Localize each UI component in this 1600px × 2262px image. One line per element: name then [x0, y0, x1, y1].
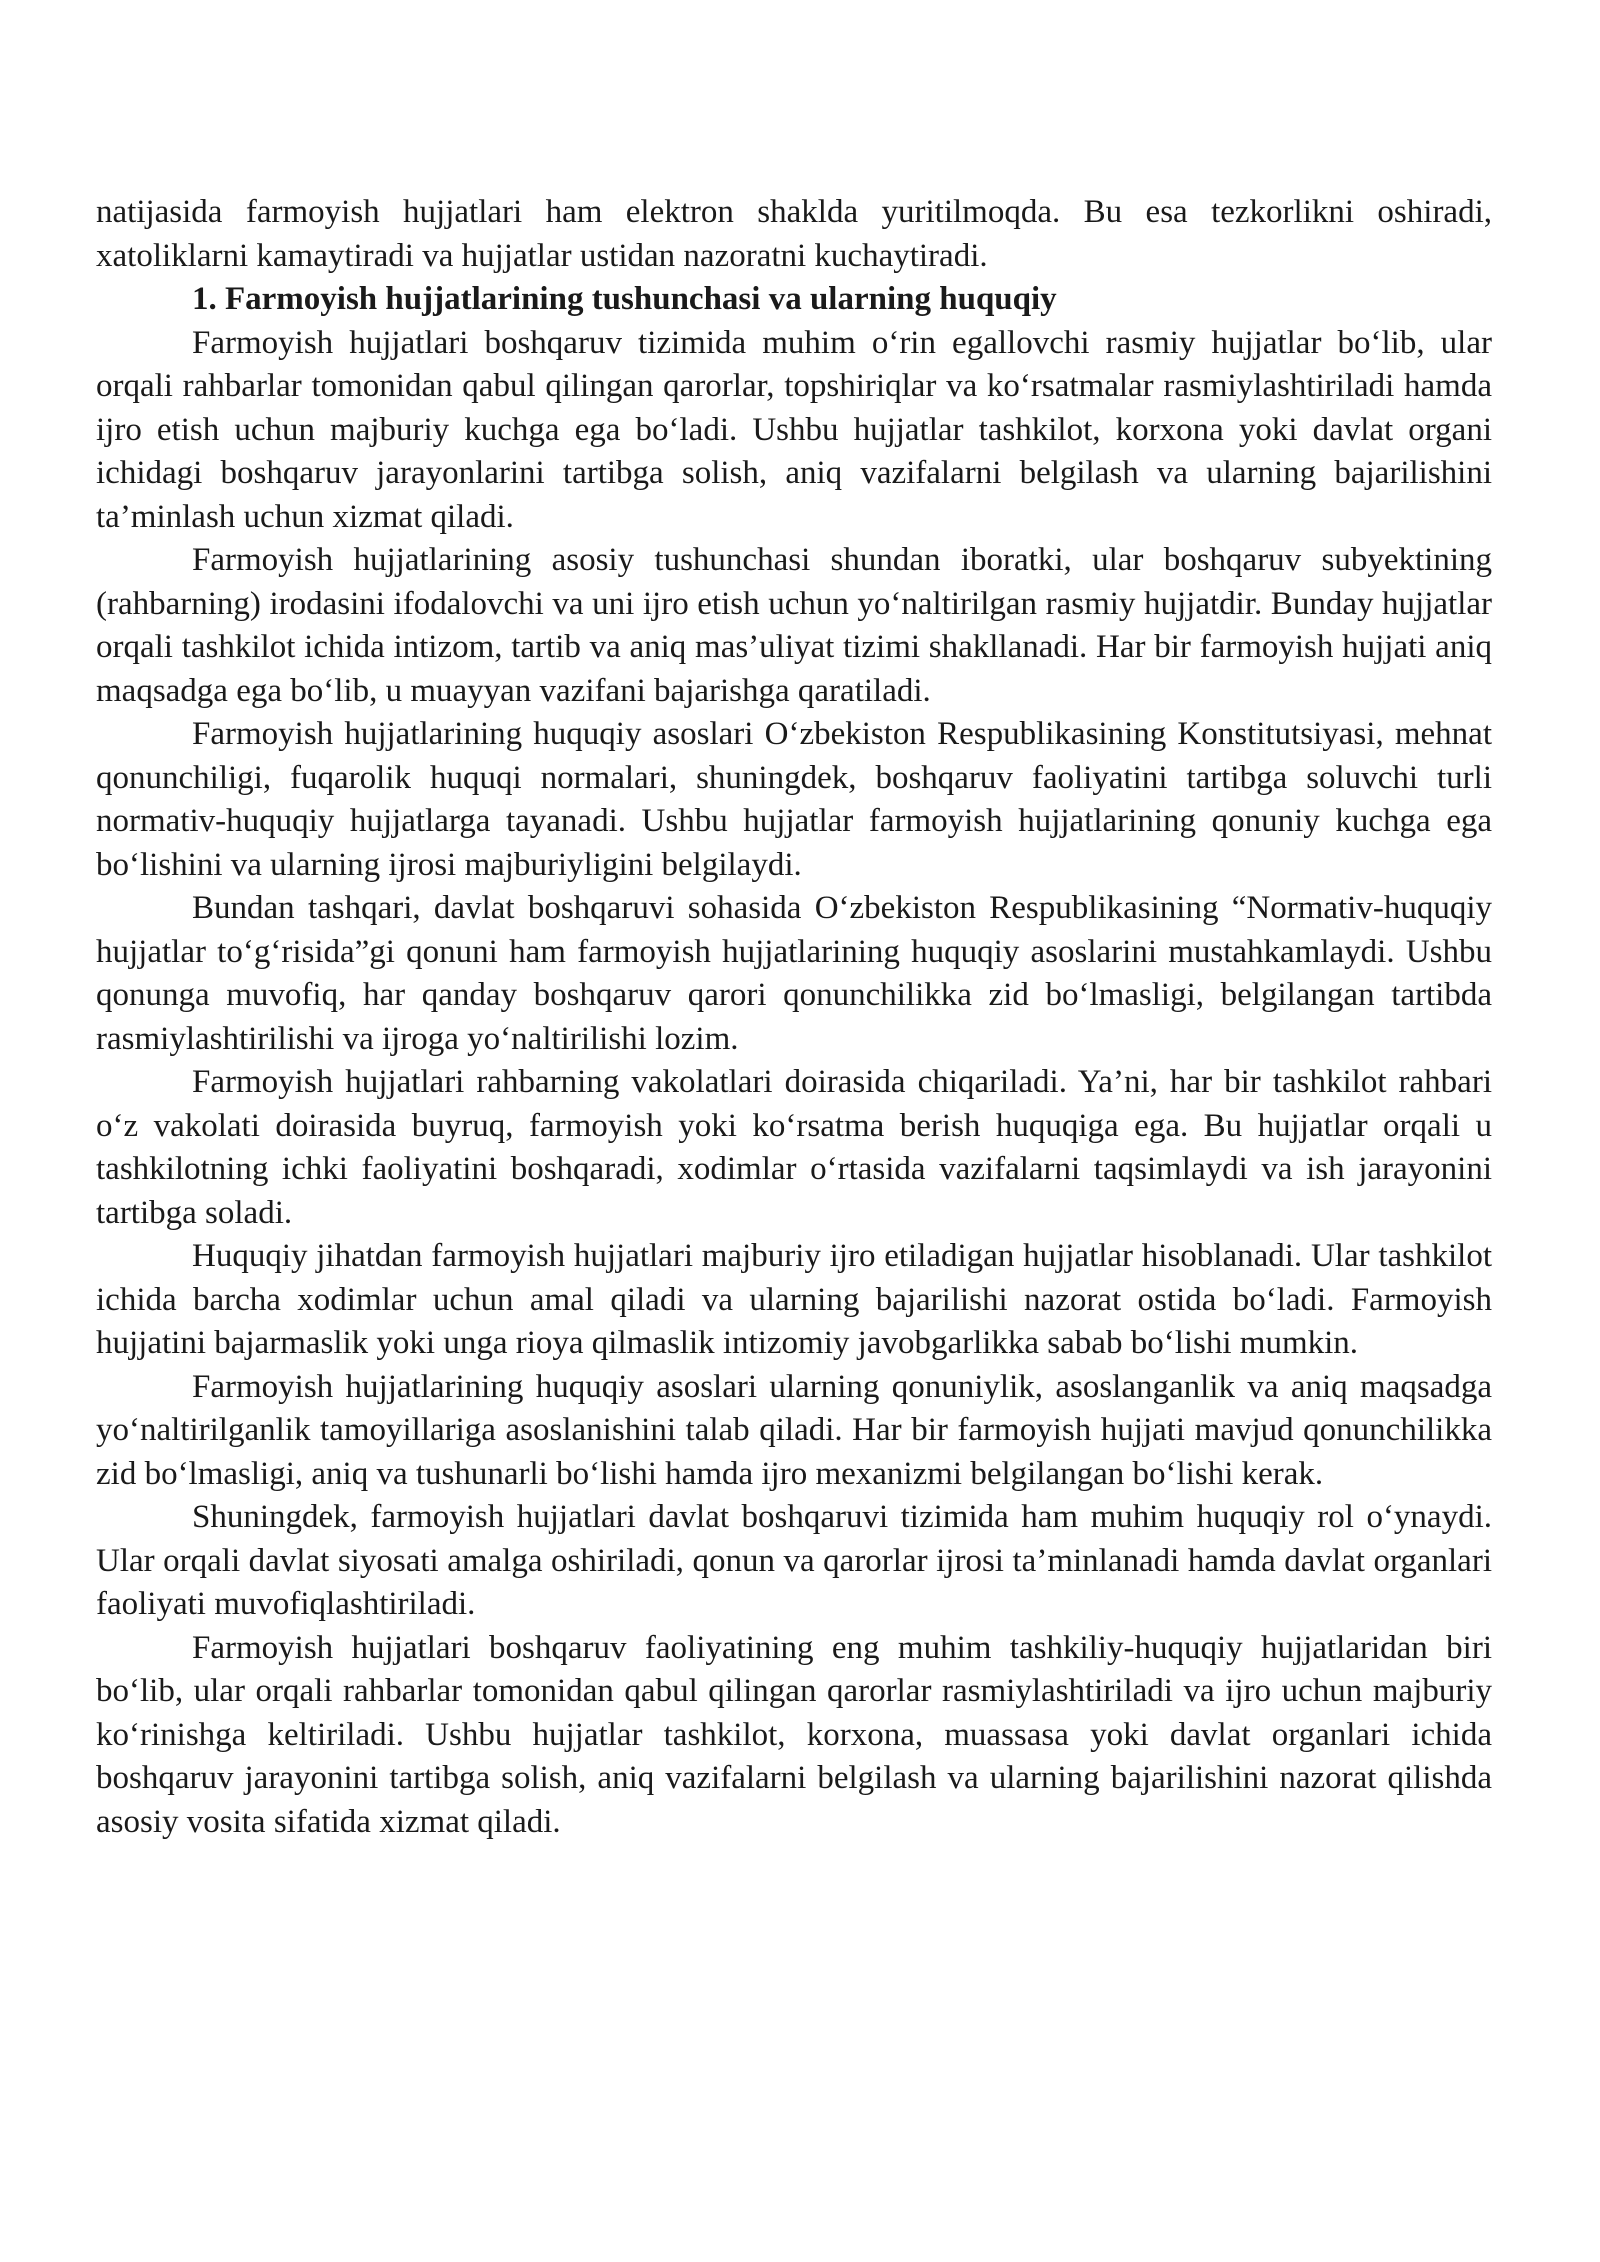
paragraph: Farmoyish hujjatlari boshqaruv faoliyatining eng muhim tashkiliy-huquqiy hujjatlaridan biri bo‘lib, ular orqali rahbarlar tomonidan qabul qilingan qarorlar rasmiylashtiriladi va ijro uchun majburiy ko‘rinishga keltiriladi. Ushbu hujjatlar tashkilot, korxona, muassasa yoki davlat organlari ichida boshqaruv jarayonini tartibga solish, aniq vazifalarni belgilash va ularning bajarilishini nazorat qilishda asosiy vosita sifatida xizmat qiladi.	[96, 1629, 1492, 1840]
document-body	[96, 191, 1492, 1844]
paragraph: Shuningdek, farmoyish hujjatlari davlat boshqaruvi tizimida ham muhim huquqiy rol o‘ynaydi. Ular orqali davlat siyosati amalga oshiriladi, qonun va qarorlar ijrosi ta’minlanadi hamda davlat organlari faoliyati muvofiqlashtiriladi.	[96, 1499, 1492, 1622]
section-heading: 1. Farmoyish hujjatlarining tushunchasi va ularning huquqiy	[192, 281, 1057, 317]
paragraph: Farmoyish hujjatlarining huquqiy asoslari O‘zbekiston Respublikasining Konstitutsiyasi, mehnat qonunchiligi, fuqarolik huquqi normalari, shuningdek, boshqaruv faoliyatini tartibga soluvchi turli normativ-huquqiy hujjatlarga tayanadi. Ushbu hujjatlar farmoyish hujjatlarining qonuniy kuchga ega bo‘lishini va ularning ijrosi majburiyligini belgilaydi.	[96, 716, 1492, 883]
intro-paragraph: natijasida farmoyish hujjatlari ham elektron shaklda yuritilmoqda. Bu esa tezkorlikni oshiradi, xatoliklarni kamaytiradi va hujjatlar ustidan nazoratni kuchaytiradi.	[96, 194, 1492, 274]
paragraph: Farmoyish hujjatlarining huquqiy asoslari ularning qonuniylik, asoslanganlik va aniq maqsadga yo‘naltirilganlik tamoyillariga asoslanishini talab qiladi. Har bir farmoyish hujjati mavjud qonunchilikka zid bo‘lmasligi, aniq va tushunarli bo‘lishi hamda ijro mexanizmi belgilangan bo‘lishi kerak.	[96, 1368, 1492, 1492]
paragraph: Farmoyish hujjatlari boshqaruv tizimida muhim o‘rin egallovchi rasmiy hujjatlar bo‘lib, ular orqali rahbarlar tomonidan qabul qilingan qarorlar, topshiriqlar va ko‘rsatmalar rasmiylashtiriladi hamda ijro etish uchun majburiy kuchga ega bo‘ladi. Ushbu hujjatlar tashkilot, korxona yoki davlat organi ichidagi boshqaruv jarayonlarini tartibga solish, aniq vazifalarni belgilash va ularning bajarilishini ta’minlash uchun xizmat qiladi.	[96, 324, 1492, 535]
paragraph: Farmoyish hujjatlari rahbarning vakolatlari doirasida chiqariladi. Ya’ni, har bir tashkilot rahbari o‘z vakolati doirasida buyruq, farmoyish yoki ko‘rsatma berish huquqiga ega. Bu hujjatlar orqali u tashkilotning ichki faoliyatini boshqaradi, xodimlar o‘rtasida vazifalarni taqsimlaydi va ish jarayonini tartibga soladi.	[96, 1064, 1492, 1231]
paragraph: Farmoyish hujjatlarining asosiy tushunchasi shundan iboratki, ular boshqaruv subyektining (rahbarning) irodasini ifodalovchi va uni ijro etish uchun yo‘naltirilgan rasmiy hujjatdir. Bunday hujjatlar orqali tashkilot ichida intizom, tartib va aniq mas’uliyat tizimi shakllanadi. Har bir farmoyish hujjati aniq maqsadga ega bo‘lib, u muayyan vazifani bajarishga qaratiladi.	[96, 542, 1492, 709]
paragraph: Huquqiy jihatdan farmoyish hujjatlari majburiy ijro etiladigan hujjatlar hisoblanadi. Ular tashkilot ichida barcha xodimlar uchun amal qiladi va ularning bajarilishi nazorat ostida bo‘ladi. Farmoyish hujjatini bajarmaslik yoki unga rioya qilmaslik intizomiy javobgarlikka sabab bo‘lishi mumkin.	[96, 1238, 1492, 1361]
paragraph: Bundan tashqari, davlat boshqaruvi sohasida O‘zbekiston Respublikasining “Normativ-huquqiy hujjatlar to‘g‘risida”gi qonuni ham farmoyish hujjatlarining huquqiy asoslarini mustahkamlaydi. Ushbu qonunga muvofiq, har qanday boshqaruv qarori qonunchilikka zid bo‘lmasligi, belgilangan tartibda rasmiylashtirilishi va ijroga yo‘naltirilishi lozim.	[96, 890, 1492, 1057]
